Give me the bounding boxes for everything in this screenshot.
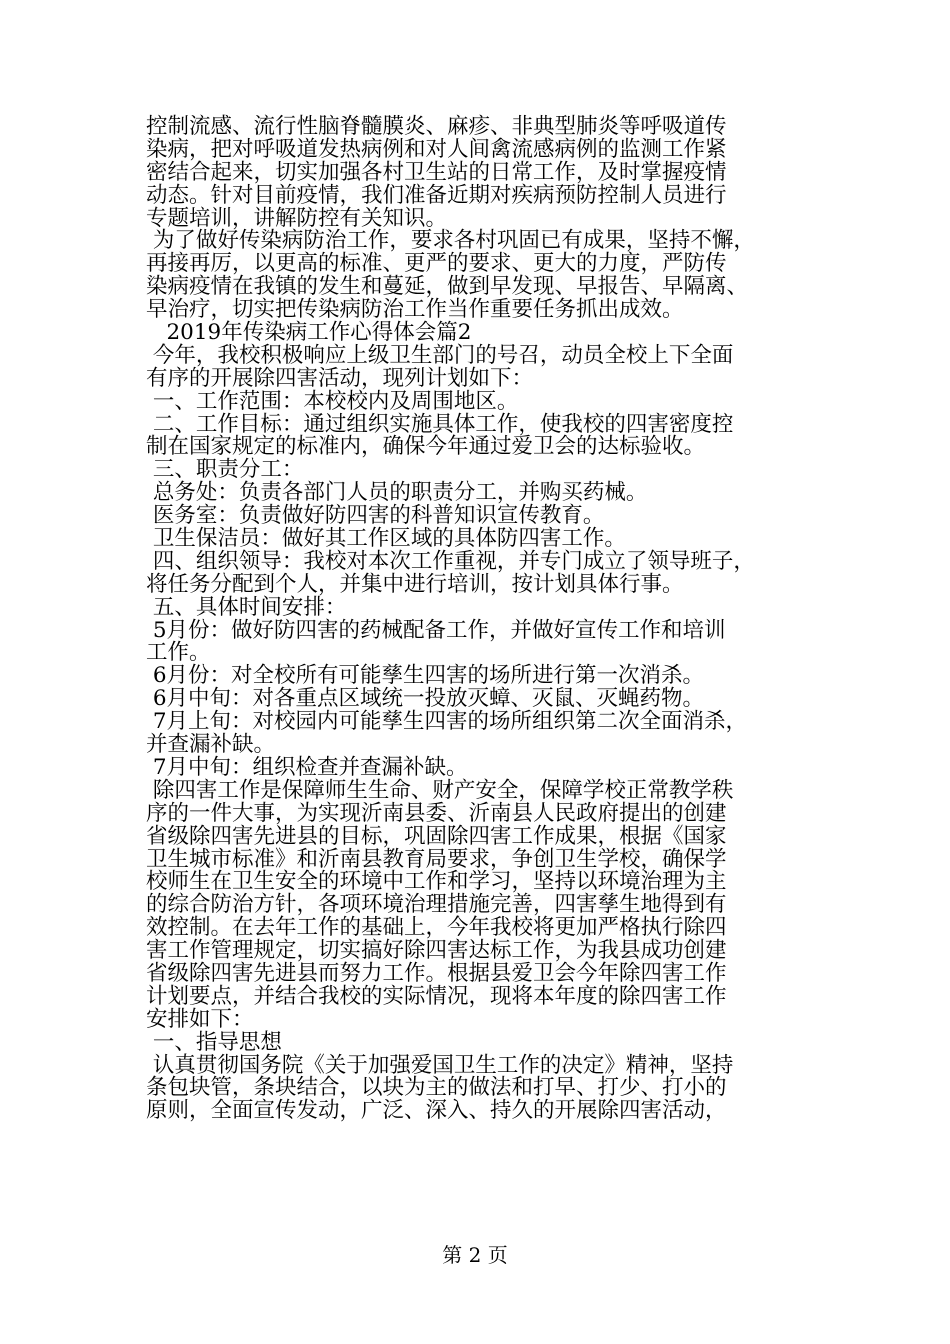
text-line: 并查漏补缺。	[146, 732, 276, 758]
text-line: 6月中旬：对各重点区域统一投放灭蟑、灭鼠、灭蝇药物。	[146, 686, 705, 712]
text-line: 五、具体时间安排：	[146, 594, 347, 620]
text-line: 认真贯彻国务院《关于加强爱国卫生工作的决定》精神，坚持	[146, 1052, 734, 1078]
text-line: 医务室：负责做好防四害的科普知识宣传教育。	[146, 503, 605, 529]
text-line: 计划要点，并结合我校的实际情况，现将本年度的除四害工作	[146, 983, 727, 1009]
text-line: 一、工作范围：本校校内及周围地区。	[146, 388, 519, 414]
text-line: 染病疫情在我镇的发生和蔓延，做到早发现、早报告、早隔离、	[146, 274, 749, 300]
text-line: 有序的开展除四害活动，现列计划如下：	[146, 365, 534, 391]
text-line: 一、指导思想	[146, 1029, 282, 1055]
text-line: 制在国家规定的标准内，确保今年通过爱卫会的达标验收。	[146, 434, 706, 460]
text-line: 动态。针对目前疫情，我们准备近期对疾病预防控制人员进行	[146, 182, 727, 208]
text-line: 控制流感、流行性脑脊髓膜炎、麻疹、非典型肺炎等呼吸道传	[146, 114, 727, 139]
text-line: 密结合起来，切实加强各村卫生站的日常工作，及时掌握疫情	[146, 159, 727, 185]
text-line: 今年，我校积极响应上级卫生部门的号召，动员全校上下全面	[146, 342, 734, 368]
text-line: 四、组织领导：我校对本次工作重视，并专门成立了领导班子，	[146, 548, 755, 574]
text-line: 2019年传染病工作心得体会篇2	[146, 320, 472, 346]
text-line: 除四害工作是保障师生生命、财产安全，保障学校正常教学秩	[146, 777, 734, 803]
text-line: 省级除四害先进县的目标，巩固除四害工作成果，根据《国家	[146, 823, 727, 849]
text-line: 的综合防治方针，各项环境治理措施完善，四害孳生地得到有	[146, 892, 727, 918]
text-line: 早治疗，切实把传染病防治工作当作重要任务抓出成效。	[146, 297, 684, 323]
page-number: 第 2 页	[442, 1243, 508, 1267]
text-line: 染病，把对呼吸道发热病例和对人间禽流感病例的监测工作紧	[146, 136, 727, 162]
text-line: 总务处：负责各部门人员的职责分工，并购买药械。	[146, 480, 648, 506]
text-line: 校师生在卫生安全的环境中工作和学习，坚持以环境治理为主	[146, 869, 727, 895]
text-line: 条包块管，条块结合，以块为主的做法和打早、打少、打小的	[146, 1075, 727, 1101]
text-line: 序的一件大事，为实现沂南县委、沂南县人民政府提出的创建	[146, 800, 727, 826]
text-line: 再接再厉，以更高的标准、更严的要求、更大的力度，严防传	[146, 251, 727, 277]
text-line: 将任务分配到个人，并集中进行培训，按计划具体行事。	[146, 571, 684, 597]
text-line: 二、工作目标：通过组织实施具体工作，使我校的四害密度控	[146, 411, 734, 437]
text-line: 三、职责分工：	[146, 457, 304, 483]
document-body	[146, 116, 822, 1123]
text-line: 为了做好传染病防治工作，要求各村巩固已有成果，坚持不懈，	[146, 228, 755, 254]
text-line: 省级除四害先进县而努力工作。根据县爱卫会今年除四害工作	[146, 960, 727, 986]
text-line: 6月份：对全校所有可能孳生四害的场所进行第一次消杀。	[146, 663, 705, 689]
text-line: 专题培训，讲解防控有关知识。	[146, 205, 448, 231]
text-line: 5月份：做好防四害的药械配备工作，并做好宣传工作和培训	[146, 617, 726, 643]
text-line: 卫生保洁员：做好其工作区域的具体防四害工作。	[146, 526, 626, 552]
text-line: 安排如下：	[146, 1006, 254, 1032]
text-line: 工作。	[146, 640, 211, 666]
text-line: 7月上旬：对校园内可能孳生四害的场所组织第二次全面消杀，	[146, 709, 748, 735]
text-line: 害工作管理规定，切实搞好除四害达标工作，为我县成功创建	[146, 938, 727, 964]
text-line: 效控制。在去年工作的基础上，今年我校将更加严格执行除四	[146, 915, 727, 941]
text-line: 原则，全面宣传发动，广泛、深入、持久的开展除四害活动，	[146, 1098, 727, 1124]
text-line: 卫生城市标准》和沂南县教育局要求，争创卫生学校，确保学	[146, 846, 727, 872]
text-line: 7月中旬：组织检查并查漏补缺。	[146, 754, 468, 780]
